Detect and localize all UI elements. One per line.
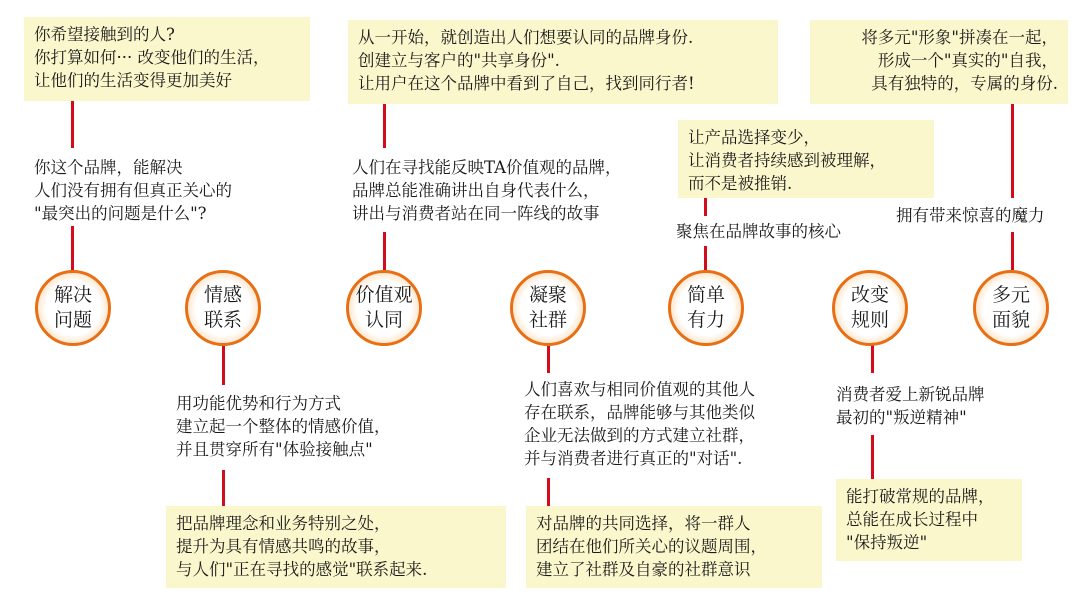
mid-text-4: 拥有带来惊喜的魔力 bbox=[896, 206, 1045, 225]
connector-line bbox=[871, 345, 874, 373]
node-solve-problem: 解决 问题 bbox=[35, 270, 111, 346]
connector-line bbox=[71, 226, 74, 272]
lower-text-2: 人们喜欢与相同价值观的其他人 存在联系，品牌能够与其他类似 企业无法做到的方式建立社群， 并与消费者进行真正的"对话". bbox=[524, 380, 755, 468]
top-box-3: 将多元"形象"拼凑在一起， 形成一个"真实的"自我， 具有独特的，专属的身份. bbox=[810, 20, 1068, 104]
node-emotional-connection: 情感 联系 bbox=[185, 270, 261, 346]
node-build-community: 凝聚 社群 bbox=[510, 270, 586, 346]
mid-text-2: 人们在寻找能反映TA价值观的品牌， 品牌总能准确讲出自身代表什么， 讲出与消费者站在同一阵线的故事 bbox=[352, 158, 622, 223]
top-box-2: 从一开始，就创造出人们想要认同的品牌身份. 创建立与客户的"共享身份". 让用户在这个品牌中看到了自己，找到同行者! bbox=[348, 20, 778, 104]
connector-line bbox=[222, 470, 225, 506]
node-simple-powerful: 简单 有力 bbox=[668, 270, 744, 346]
bottom-box-2: 对品牌的共同选择，将一群人 团结在他们所关心的议题周围， 建立了社群及自豪的社群意识 bbox=[526, 506, 822, 588]
connector-line bbox=[383, 232, 386, 270]
node-diverse-faces: 多元 面貌 bbox=[973, 270, 1049, 346]
node-change-rules: 改变 规则 bbox=[832, 270, 908, 346]
connector-line bbox=[1011, 102, 1014, 198]
node-value-identity: 价值观 认同 bbox=[346, 270, 422, 346]
connector-line bbox=[547, 478, 550, 506]
connector-line bbox=[71, 100, 74, 148]
bottom-box-1: 把品牌理念和业务特别之处， 提升为具有情感共鸣的故事， 与人们"正在寻找的感觉"联系起来. bbox=[166, 506, 506, 588]
mid-text-1: 你这个品牌，能解决 人们没有拥有但真正关心的 "最突出的问题是什么"? bbox=[34, 158, 232, 223]
mid-text-3: 聚焦在品牌故事的核心 bbox=[676, 222, 841, 241]
connector-line bbox=[1011, 232, 1014, 270]
lower-text-3: 消费者爱上新锐品牌 最初的"叛逆精神" bbox=[836, 385, 985, 427]
mid-box: 让产品选择变少， 让消费者持续感到被理解， 而不是被推销. bbox=[678, 120, 934, 198]
connector-line bbox=[704, 198, 707, 216]
bottom-box-3: 能打破常规的品牌， 总能在成长过程中 "保持叛逆" bbox=[836, 479, 1022, 561]
connector-line bbox=[222, 345, 225, 385]
connector-line bbox=[547, 345, 550, 373]
lower-text-1: 用功能优势和行为方式 建立起一个整体的情感价值， 并且贯穿所有"体验接触点" bbox=[176, 394, 391, 459]
connector-line bbox=[383, 102, 386, 148]
top-box-1: 你希望接触到的人? 你打算如何··· 改变他们的生活， 让他们的生活变得更加美好 bbox=[24, 17, 310, 101]
connector-line bbox=[704, 246, 707, 270]
connector-line bbox=[871, 435, 874, 479]
